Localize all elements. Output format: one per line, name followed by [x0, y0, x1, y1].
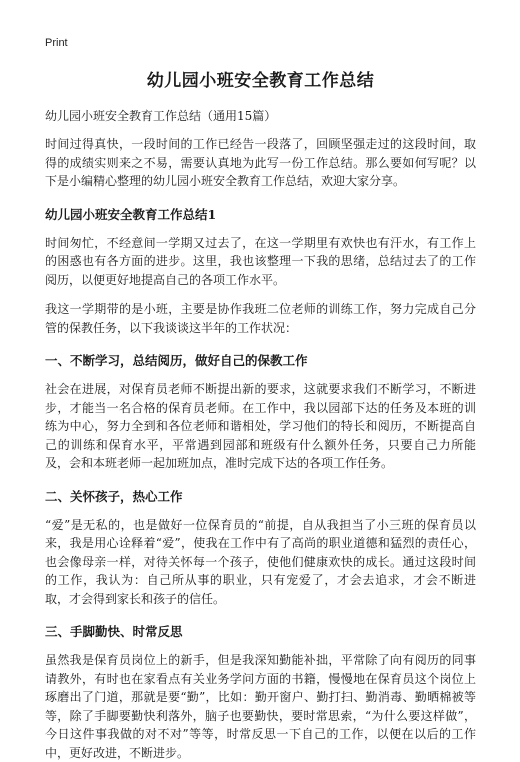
body-paragraph: 我这一学期带的是小班，主要是协作我班二位老师的训练工作，努力完成自己分管的保教任务，以下我谈谈这半年的工作状况： [45, 302, 476, 335]
document-subtitle: 幼儿园小班安全教育工作总结（通用15篇） [45, 109, 277, 123]
body-paragraph: 虽然我是保育员岗位上的新手，但是我深知勤能补拙，平常除了向有阅历的同事请教外，有时也在家看点有关业务学问方面的书籍，慢慢地在保育员这个岗位上琢磨出了门道，那就是要“勤”，比如：勤开窗户、勤打扫、勤消毒、勤晒棉被等等，除了手脚要勤快利落外，脑子也要勤快，要时常思索，“为什么要这样做”，今日这件事我做的对不对”等等，时常反思一下自己的工作，以便在以后的工作中，更好改进，不断进步。 [45, 653, 476, 760]
section-heading: 三、手脚勤快、时常反思 [45, 624, 183, 639]
section-heading: 一、不断学习，总结阅历，做好自己的保教工作 [45, 353, 308, 368]
body-paragraph: 社会在进展，对保育员老师不断提出新的要求，这就要求我们不断学习，不断进步，才能当一名合格的保育员老师。在工作中，我以园部下达的任务及本班的训练为中心，努力全到和各位老师和谐相处，学习他们的特长和阅历，不断提高自己的训练和保育水平，平常遇到园部和班级有什么额外任务，只要自己力所能及，会和本班老师一起加班加点，准时完成下达的各项工作任务。 [45, 382, 476, 470]
body-paragraph: 时间匆忙，不经意间一学期又过去了，在这一学期里有欢快也有汗水，有工作上的困惑也有各方面的进步。这里，我也该整理一下我的思绪，总结过去了的工作阅历，以便更好地提高自己的各项工作水平。 [45, 235, 476, 287]
section-heading: 二、关怀孩子，热心工作 [45, 488, 183, 504]
intro-paragraph: 时间过得真快，一段时间的工作已经告一段落了，回顾坚强走过的这段时间，取得的成绩实则来之不易，需要认真地为此写一份工作总结。那么要如何写呢？以下是小编精心整理的幼儿园小班安全教育工作总结，欢迎大家分享。 [45, 137, 476, 188]
body-paragraph: “爱”是无私的，也是做好一位保育员的“前提，自从我担当了小三班的保育员以来，我是用心诠释着“爱”，使我在工作中有了高尚的职业道德和猛烈的责任心，也会像母亲一样，对待关怀每一个孩子，使他们健康欢快的成长。通过这段时间的工作，我认为：自己所从事的职业，只有宠爱了，才会去追求，才会不断进取，才会得到家长和孩子的信任。 [45, 517, 476, 606]
print-link[interactable]: Print [45, 37, 68, 49]
document-title: 幼儿园小班安全教育工作总结 [146, 71, 375, 91]
section-title: 幼儿园小班安全教育工作总结1 [45, 206, 217, 222]
